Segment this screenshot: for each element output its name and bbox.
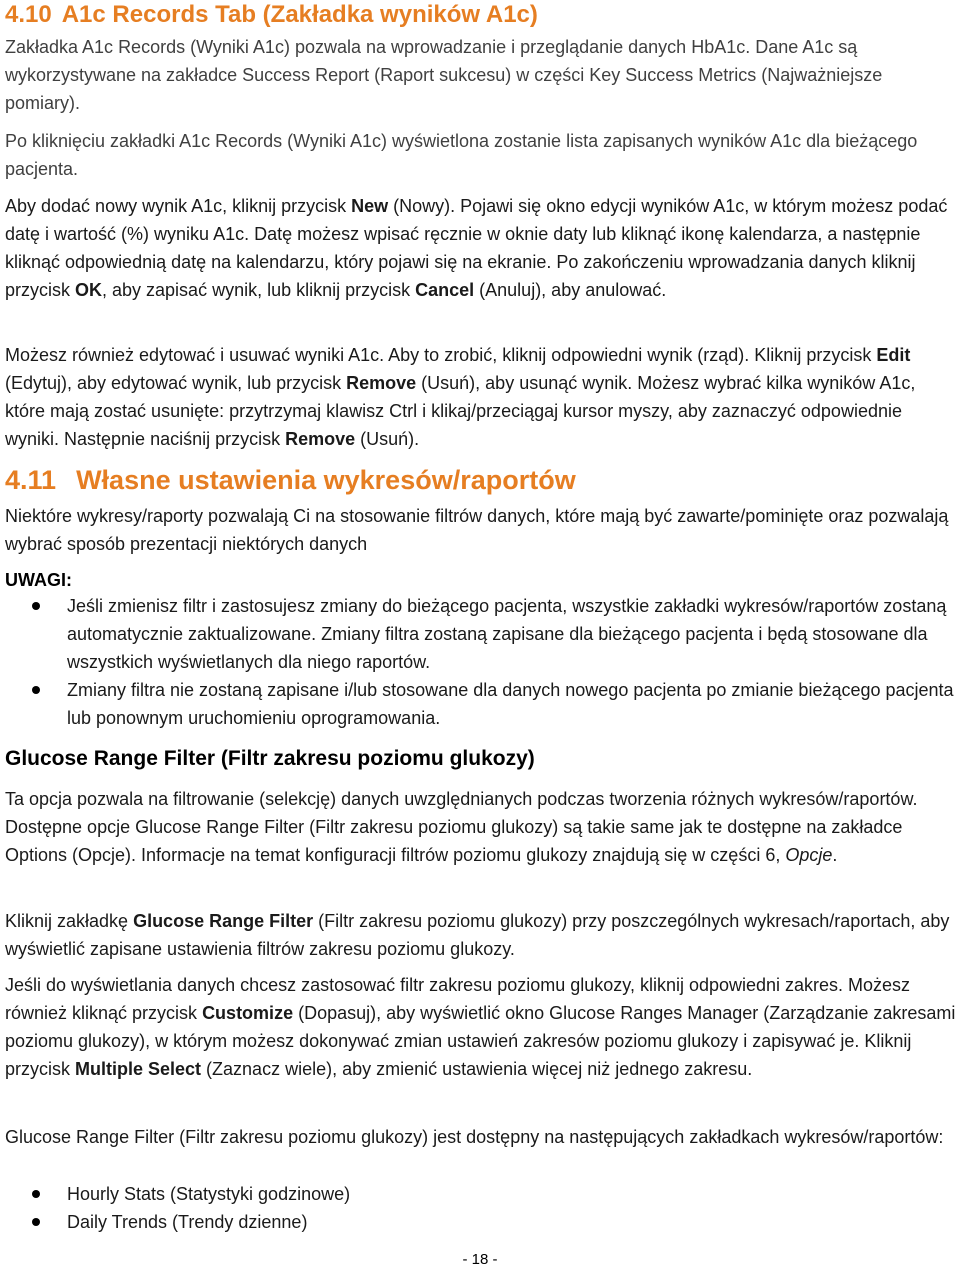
notes-label: UWAGI: [5,570,72,590]
list-item [5,592,960,676]
list-item [5,1208,960,1236]
text-run: (Zaznacz wiele), aby zmienić ustawienia więcej niż jednego zakresu. [201,1059,753,1079]
paragraph: Po kliknięciu zakładki A1c Records (Wyniki A1c) wyświetlona zostanie lista zapisanych wyników A1c dla bieżącego pacjenta. [5,131,918,179]
paragraph [5,192,960,304]
page-number: - 18 - [462,1251,498,1268]
options-reference: Opcje [785,845,833,865]
bullet-icon [32,686,40,694]
bullet-icon [32,1218,40,1226]
bullet-icon [32,602,40,610]
section-number: 4.11 [5,465,57,495]
bullet-icon [32,1190,40,1198]
list-item-text: Zmiany filtra nie zostaną zapisane i/lub stosowane dla danych nowego pacjenta po zmianie bieżącego pacjenta lub ponownym uruchomieniu oprogramowania. [67,680,954,728]
section-4-11-heading [5,465,576,495]
edit-button-label: Edit [876,345,911,365]
text-run: (Usuń). [355,429,420,449]
customize-button-label: Customize [202,1003,294,1023]
list-item-text: Daily Trends (Trendy dzienne) [67,1212,308,1232]
tabs-list [5,1180,960,1236]
list-item [5,1180,960,1208]
paragraph: Glucose Range Filter (Filtr zakresu poziomu glukozy) jest dostępny na następujących zakładkach wykresów/raportów: [5,1127,944,1147]
list-item-text: Hourly Stats (Statystyki godzinowe) [67,1184,351,1204]
paragraph [5,785,960,869]
text-run: , aby zapisać wynik, lub kliknij przycisk [102,280,416,300]
section-number: 4.10 [5,1,52,28]
text-run: (Nowy). Pojawi się okno edycji wyników A1c, w którym możesz podać datę i wartość (%) wyniku A1c. Datę możesz wpisać ręcznie w oknie daty lub kliknąć ikonę kalendarza, a następnie kliknąć odpowiednią datę na kalendarzu, który pojawi się na ekranie. Po zakończeniu wprowadzania danych kliknij przycisk [5,196,948,300]
text-run: Aby dodać nowy wynik A1c, kliknij przycisk [5,196,352,216]
section-title: Własne ustawienia wykresów/raportów [76,465,576,495]
ok-button-label: OK [75,280,103,300]
remove-button-label: Remove [285,429,356,449]
text-run: . [832,845,838,865]
text-run: (Edytuj), aby edytować wynik, lub przycisk [5,373,347,393]
multiple-select-button-label: Multiple Select [75,1059,202,1079]
glucose-range-filter-tab-label: Glucose Range Filter [133,911,314,931]
text-run: (Usuń), aby usunąć wynik. Możesz wybrać kilka wyników A1c, które mają zostać usunięte: przytrzymaj klawisz Ctrl i klikaj/przeciągaj kursor myszy, aby zaznaczyć odpowiednie wyniki. Następnie naciśnij przycisk [5,373,916,449]
paragraph [5,971,960,1083]
remove-button-label: Remove [346,373,417,393]
text-run: (Dopasuj), aby wyświetlić okno Glucose Ranges Manager (Zarządzanie zakresami poziomu glukozy), w którym możesz dokonywać zmian ustawień zakresów poziomu glukozy i zapisywać je. Kliknij przycisk [5,1003,956,1079]
list-item [5,676,960,732]
cancel-button-label: Cancel [415,280,475,300]
notes-list [5,592,960,732]
section-4-10-heading [5,0,538,30]
paragraph [5,341,960,453]
new-button-label: New [351,196,389,216]
text-run: Kliknij zakładkę [5,911,134,931]
text-run: Ta opcja pozwala na filtrowanie (selekcję) danych uwzględnianych podczas tworzenia różnych wykresów/raportów. Dostępne opcje Glucose Range Filter (Filtr zakresu poziomu glukozy) są takie same jak te dostępne na zakładce Options (Opcje). Informacje na temat konfiguracji filtrów poziomu glukozy znajdują się w części 6, [5,789,918,865]
text-run: (Anuluj), aby anulować. [474,280,667,300]
paragraph [5,907,960,963]
paragraph: Niektóre wykresy/raporty pozwalają Ci na stosowanie filtrów danych, które mają być zawarte/pominięte oraz pozwalają wybrać sposób prezentacji niektórych danych [5,506,949,554]
list-item-text: Jeśli zmienisz filtr i zastosujesz zmiany do bieżącego pacjenta, wszystkie zakładki wykresów/raportów zostaną automatycznie zaktualizowane. Zmiany filtra zostaną zapisane dla bieżącego pacjenta i będą stosowane dla wszystkich wyświetlanych dla niego raportów. [67,596,947,672]
text-run: Jeśli do wyświetlania danych chcesz zastosować filtr zakresu poziomu glukozy, kliknij odpowiedni zakres. Możesz również kliknąć przycisk [5,975,911,1023]
text-run: Możesz również edytować i usuwać wyniki A1c. Aby to zrobić, kliknij odpowiedni wynik (rząd). Kliknij przycisk [5,345,877,365]
glucose-range-filter-heading: Glucose Range Filter (Filtr zakresu poziomu glukozy) [5,747,535,770]
text-run: (Filtr zakresu poziomu glukozy) przy poszczególnych wykresach/raportach, aby wyświetlić zapisane ustawienia filtrów zakresu poziomu glukozy. [5,911,950,959]
section-title: A1c Records Tab (Zakładka wyników A1c) [61,1,538,28]
paragraph: Zakładka A1c Records (Wyniki A1c) pozwala na wprowadzanie i przeglądanie danych HbA1c. Dane A1c są wykorzystywane na zakładce Success Report (Raport sukcesu) w części Key Success Metrics (Najważniejsze pomiary). [5,37,883,113]
